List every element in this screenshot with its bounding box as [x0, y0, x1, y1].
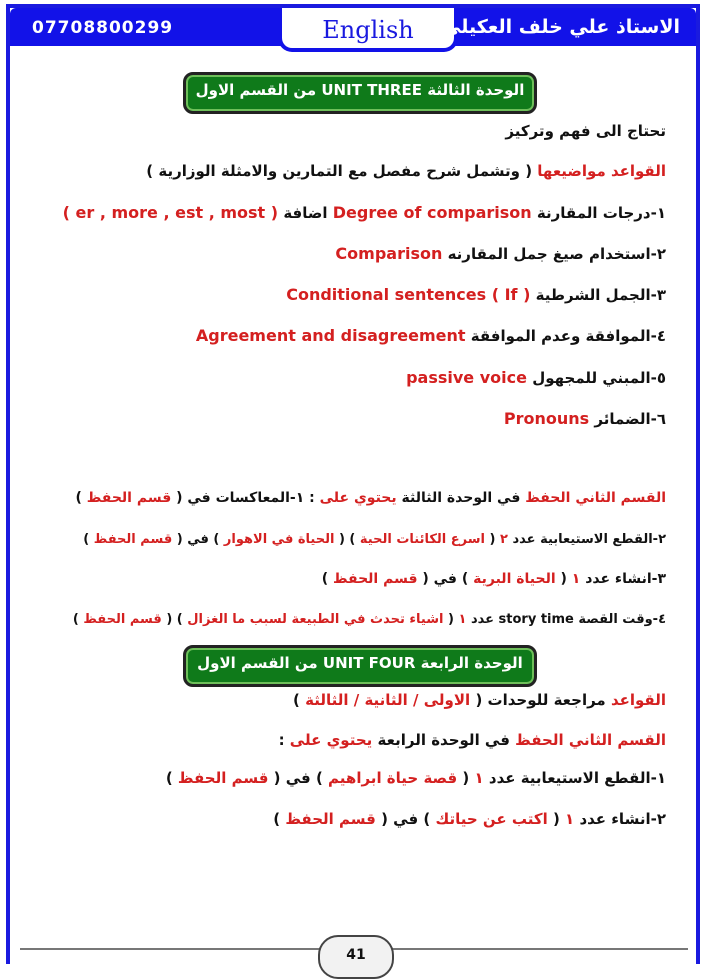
- text: عدد: [470, 612, 494, 627]
- text: (: [489, 532, 496, 547]
- line-sec4-a: [293, 691, 666, 709]
- text: ١-القطع الاستيعابية عدد: [488, 769, 666, 787]
- phone-number: 07708800299: [32, 18, 174, 38]
- teacher-name: الاستاذ علي خلف العكيلي: [441, 16, 680, 38]
- unit3-ar1: الوحدة الثالثة: [427, 81, 525, 99]
- text-red: اكتب عن حياتك: [435, 810, 548, 828]
- text-red: ١: [474, 769, 484, 787]
- text-red: قصة حياة ابراهيم: [328, 769, 458, 787]
- unit4-en: UNIT FOUR: [322, 654, 416, 672]
- text: ٤-الموافقة وعدم الموافقة: [470, 327, 666, 345]
- page-number: 41: [346, 947, 366, 963]
- line-item-1: [63, 203, 666, 222]
- text: : ١-المعاكسات في (: [176, 490, 315, 506]
- text: مراجعة للوحدات (: [475, 691, 606, 709]
- subject-tab: [278, 8, 458, 52]
- text: ): [72, 612, 79, 627]
- text-en: ( er , more , est , most ): [62, 203, 279, 222]
- line-item-5: [406, 368, 666, 387]
- text: ) في (: [273, 769, 323, 787]
- line-item-2: [335, 244, 666, 263]
- text: ): [321, 571, 329, 587]
- text: في الوحدة الثالثة: [401, 490, 521, 506]
- text: ٢-انشاء عدد: [579, 810, 666, 828]
- line-sec4-d: [273, 810, 666, 828]
- text-red: قسم الحفظ: [285, 810, 376, 828]
- text: :: [278, 731, 285, 749]
- text: ٣-الجمل الشرطية: [535, 286, 666, 304]
- text: ): [75, 490, 82, 506]
- text: ١-درجات المقارنة: [536, 204, 666, 222]
- text: في الوحدة الرابعة: [377, 731, 510, 749]
- text: ) في (: [422, 571, 469, 587]
- text-red: القسم الثاني الحفظ: [515, 731, 666, 749]
- line-grammar-topics: [146, 162, 666, 180]
- unit4-ar1: الوحدة الرابعة: [420, 654, 523, 672]
- text: ٣-انشاء عدد: [585, 571, 666, 587]
- unit-three-banner: [183, 72, 537, 114]
- line-focus: [505, 122, 666, 140]
- text-red: قسم الحفظ: [83, 612, 162, 627]
- text: ٢-استخدام صيغ جمل المقارنه: [447, 245, 666, 263]
- text: ٢-القطع الاستيعابية عدد: [512, 532, 666, 547]
- line-sec4-c: [166, 769, 666, 787]
- text: (: [552, 810, 560, 828]
- text-red: ٢: [500, 532, 508, 547]
- header-bar: [10, 8, 696, 46]
- text-red: قسم الحفظ: [86, 490, 172, 506]
- text: ): [273, 810, 281, 828]
- text: ٤-وقت القصة: [578, 612, 666, 627]
- text-red: اسرع الكائنات الحية: [359, 532, 485, 547]
- text-en: Agreement and disagreement: [195, 326, 466, 345]
- text-red: اشياء تحدث في الطبيعة لسبب ما الغزال: [187, 612, 444, 627]
- text-red: الحياة البرية: [473, 571, 556, 587]
- line-sec2-a: [75, 490, 666, 506]
- text-en: Comparison: [335, 244, 443, 263]
- line-item-6: [504, 409, 666, 428]
- text-en: story time: [498, 612, 574, 627]
- text-red: قسم الحفظ: [93, 532, 173, 547]
- text-red: الحياة في الاهوار: [223, 532, 335, 547]
- text: تحتاج الى فهم وتركيز: [505, 122, 666, 140]
- text-red: ١: [571, 571, 581, 587]
- text: (: [447, 612, 454, 627]
- text: ) (: [338, 532, 356, 547]
- line-sec4-b: [279, 731, 666, 749]
- text-red: القسم الثاني الحفظ: [525, 490, 666, 506]
- line-sec2-d: [73, 612, 666, 627]
- text-red: يحتوي على: [289, 731, 373, 749]
- text-en: Degree of comparison: [332, 203, 532, 222]
- text-red: يحتوي على: [319, 490, 397, 506]
- text-en: Conditional sentences ( If ): [286, 285, 531, 304]
- text: اضافة: [283, 204, 328, 222]
- unit3-en: UNIT THREE: [321, 81, 422, 99]
- text: (: [560, 571, 567, 587]
- text-en: passive voice: [406, 368, 527, 387]
- text-red: قسم الحفظ: [177, 769, 269, 787]
- text: ) في (: [381, 810, 431, 828]
- page-number-badge: [318, 935, 394, 979]
- text: (: [462, 769, 470, 787]
- line-item-4: [196, 326, 666, 345]
- text-red: ١: [565, 810, 575, 828]
- subject-title: English: [322, 16, 414, 44]
- text: ٥-المبني للمجهول: [532, 369, 666, 387]
- line-sec2-c: [322, 571, 666, 587]
- text-en: Pronouns: [503, 409, 590, 428]
- line-item-3: [286, 285, 666, 304]
- text-red: ١: [458, 612, 467, 627]
- text: ٦-الضمائر: [594, 410, 666, 428]
- text: ): [165, 769, 173, 787]
- text: ): [83, 532, 90, 547]
- text: ): [293, 691, 300, 709]
- text: ) (: [166, 612, 183, 627]
- text-red: قسم الحفظ: [333, 571, 418, 587]
- text: ) في (: [176, 532, 220, 547]
- line-sec2-b: [83, 532, 666, 547]
- text-red: الاولى / الثانية / الثالثة: [305, 691, 471, 709]
- text-red: القواعد: [610, 691, 666, 709]
- unit-four-banner: [183, 645, 537, 687]
- text-red: القواعد مواضيعها: [537, 162, 666, 180]
- unit3-ar2: من القسم الاول: [195, 81, 317, 99]
- unit4-ar2: من القسم الاول: [197, 654, 318, 672]
- text: ( وتشمل شرح مفصل مع التمارين والامثلة الوزارية ): [146, 162, 533, 180]
